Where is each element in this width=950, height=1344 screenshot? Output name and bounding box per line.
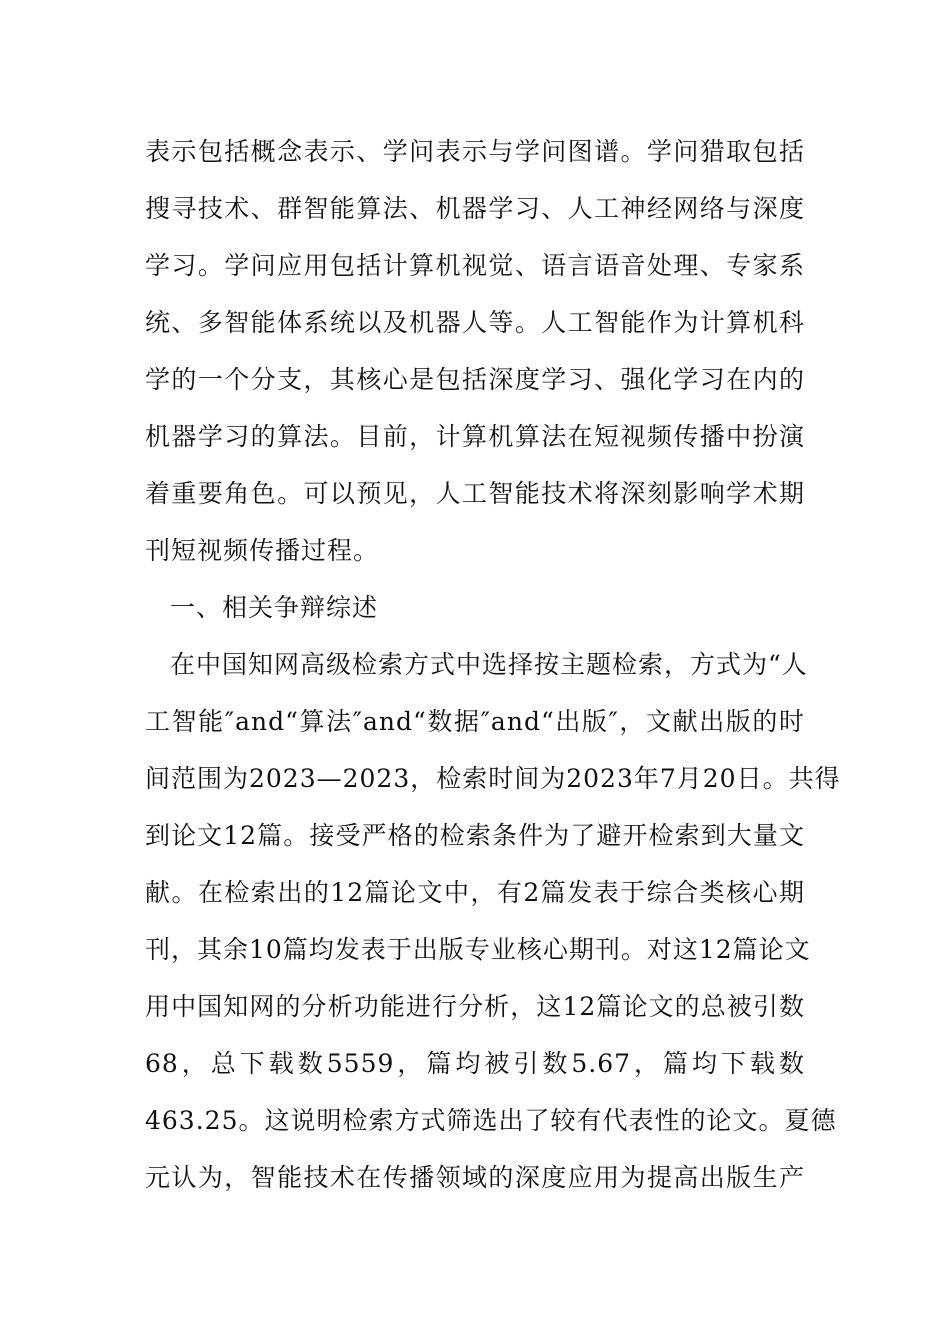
paragraph-2-line-6: 刊，其余10篇均发表于出版专业核心期刊。对这12篇论文 <box>145 935 811 964</box>
paragraph-2-line-2: 工智能″and“算法″and“数据″and“出版″，文献出版的时 <box>145 707 805 736</box>
paragraph-1-line-8: 刊短视频传播过程。 <box>145 536 380 565</box>
paragraph-1-line-7: 着重要角色。可以预见，人工智能技术将深刻影响学术期 <box>145 479 805 508</box>
paragraph-1-line-3: 学习。学问应用包括计算机视觉、语言语音处理、专家系 <box>145 251 805 280</box>
paragraph-1-line-5: 学的一个分支，其核心是包括深度学习、强化学习在内的 <box>145 365 805 394</box>
paragraph-2-line-4: 到论文12篇。接受严格的检索条件为了避开检索到大量文 <box>145 821 805 850</box>
section-heading: 一、相关争辩综述 <box>170 593 379 622</box>
paragraph-2-line-5: 献。在检索出的12篇论文中，有2篇发表于综合类核心期 <box>145 878 805 907</box>
paragraph-1-line-6: 机器学习的算法。目前，计算机算法在短视频传播中扮演 <box>145 422 805 451</box>
paragraph-1-line-1: 表示包括概念表示、学问表示与学问图谱。学问猎取包括 <box>145 137 805 166</box>
paragraph-1-line-4: 统、多智能体系统以及机器人等。人工智能作为计算机科 <box>145 308 805 337</box>
paragraph-2-line-8: 68，总下载数5559，篇均被引数5.67，篇均下载数 <box>145 1049 805 1078</box>
paragraph-1-line-2: 搜寻技术、群智能算法、机器学习、人工神经网络与深度 <box>145 194 805 223</box>
paragraph-2-line-9: 463.25。这说明检索方式筛选出了较有代表性的论文。夏德 <box>145 1106 837 1135</box>
paragraph-2-line-3: 间范围为2023—2023，检索时间为2023年7月20日。共得 <box>145 764 841 793</box>
paragraph-2-line-7: 用中国知网的分析功能进行分析，这12篇论文的总被引数 <box>145 992 805 1021</box>
paragraph-2-line-10: 元认为，智能技术在传播领域的深度应用为提高出版生产 <box>145 1163 805 1192</box>
paragraph-2-line-1: 在中国知网高级检索方式中选择按主题检索，方式为“人 <box>170 650 808 679</box>
